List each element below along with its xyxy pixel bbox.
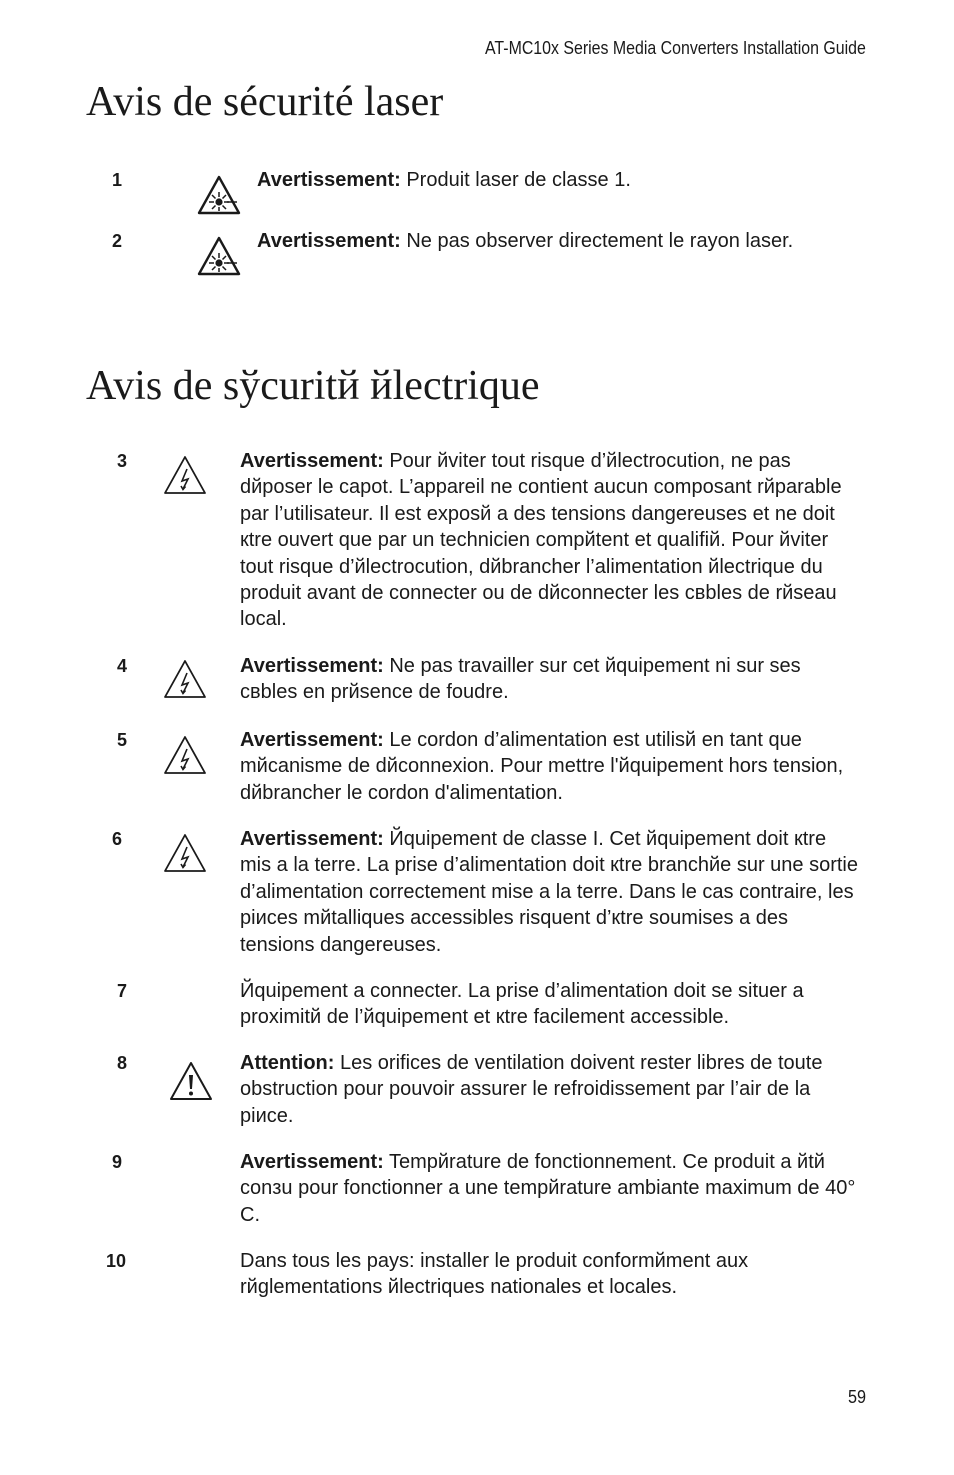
- item-number: 2: [112, 231, 123, 251]
- warning-item: Avertissement: Pour йviter tout risque d’йlectrocution, ne pas dйposer le capot. L’appareil ne contient aucun composant rйparable par l’utilisateur. Il est exposй a des tensions dangereuses et ne doit кtre ouvert que par un technicien compйtent et qualifiй. Pour йviter tout risque d’йlectrocution, dйbrancher l’alimentation йlectrique du produit avant de connecter ou de dйconnecter les свbles de rйseau local.: [240, 450, 842, 631]
- item-number: 3: [117, 451, 128, 471]
- warning-item: Avertissement: Le cordon d’alimentation est utilisй en tant que mйcanisme de dйconnexion. Pour mettre l'йquipement hors tension, dйbrancher le cordon d'alimentation.: [240, 729, 844, 804]
- item-number: 10: [106, 1251, 127, 1271]
- notice-item: Йquipement a connecter. La prise d’alimentation doit se situer a proximitй de l’йquipement et кtre facilement accessible.: [240, 980, 804, 1029]
- electrical-hazard-icon: [162, 832, 208, 874]
- running-header: AT-MC10x Series Media Converters Installation Guide: [485, 37, 866, 58]
- caution-item: Attention: Les orifices de ventilation doivent rester libres de toute obstruction pour pouvoir assurer le refroidissement par l’air de la piиce.: [240, 1052, 823, 1127]
- notice-item: Dans tous les pays: installer le produit conformйment aux rйglementations йlectriques nationales et locales.: [240, 1250, 749, 1299]
- electrical-hazard-icon: [162, 454, 208, 496]
- warning-item: Avertissement: Ne pas observer directement le rayon laser.: [257, 230, 794, 252]
- page-number: 59: [847, 1387, 866, 1407]
- item-number: 8: [117, 1053, 128, 1073]
- item-number: 1: [112, 170, 123, 190]
- item-number: 6: [112, 829, 123, 849]
- electrical-hazard-icon: [162, 734, 208, 776]
- item-number: 7: [117, 981, 128, 1001]
- caution-icon: [168, 1060, 214, 1102]
- laser-warning-icon: [197, 235, 241, 277]
- warning-item: Avertissement: Ne pas travailler sur cet йquipement ni sur ses свbles en prйsence de foudre.: [240, 655, 801, 704]
- warning-item: Avertissement: Produit laser de classe 1.: [257, 169, 631, 191]
- item-number: 9: [112, 1152, 123, 1172]
- electrical-hazard-icon: [162, 658, 208, 700]
- section-title-electrical: Avis de sўcuritй йlectrique: [86, 363, 540, 409]
- warning-item: Avertissement: Tempйrature de fonctionnement. Ce produit a йtй conзu pour fonctionner a une tempйrature ambiante maximum de 40° C.: [240, 1151, 856, 1226]
- item-number: 5: [117, 730, 128, 750]
- section-title-laser: Avis de sécurité laser: [86, 79, 444, 125]
- warning-item: Avertissement: Йquipement de classe I. Cet йquipement doit кtre mis a la terre. La prise d’alimentation doit кtre branchйe sur une sortie d’alimentation correctement mise a la terre. Dans le cas contraire, les piиces mйtalliques accessibles risquent d’кtre soumises a des tensions dangereuses.: [240, 828, 858, 956]
- laser-warning-icon: [197, 174, 241, 216]
- item-number: 4: [117, 656, 128, 676]
